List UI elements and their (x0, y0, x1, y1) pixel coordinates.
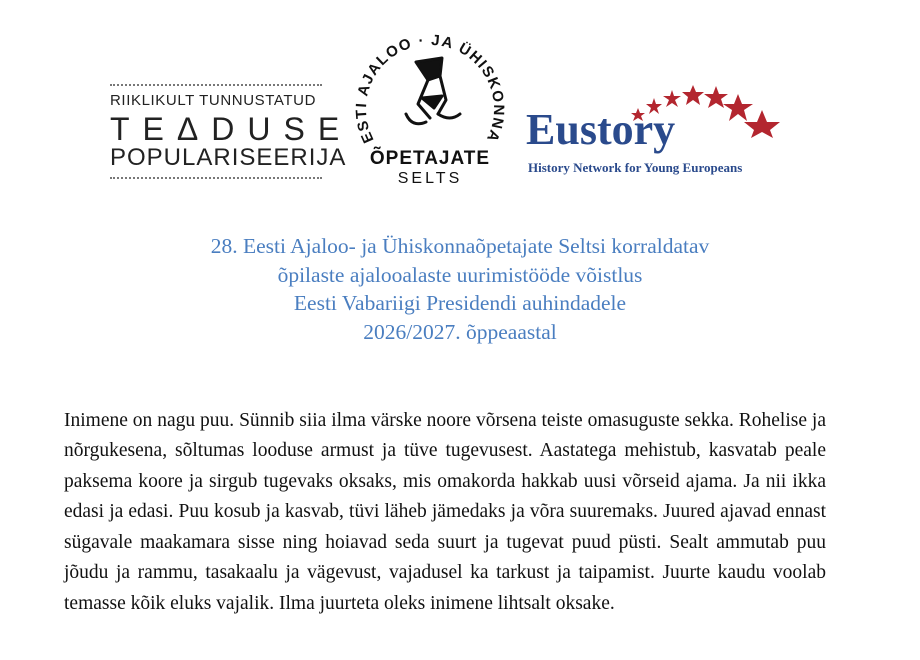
eustory-logo (526, 68, 788, 178)
document-heading (60, 232, 860, 346)
seal-ring-text: ESTI AJALOO · JA ÜHISKONNA (352, 31, 508, 146)
eustory-tagline: History Network for Young Europeans (528, 160, 743, 175)
seal-text-line2: SELTS (397, 170, 463, 187)
heading-line-1: 28. Eesti Ajaloo- ja Ühiskonnaõpetajate Seltsi korraldatav (210, 234, 710, 258)
seal-text-line1: ÕPETAJATE (369, 148, 491, 169)
logo-tp-top-text: RIIKLIKULT TUNNUSTATUD (110, 92, 317, 109)
svg-text:EESTI AJALOO · JA ÜHISKONNA · (342, 18, 507, 146)
eaus-seal-logo (342, 18, 518, 194)
logo-dotted-rule-top (110, 84, 322, 86)
heading-line-2: õpilaste ajalooalaste uurimistööde võistlus (277, 262, 643, 287)
teaduse-populariseerija-logo (108, 84, 353, 180)
seal-figure-icon (406, 58, 460, 124)
heading-line-4: 2026/2027. õppeaastal (363, 319, 557, 344)
intro-paragraph: Inimene on nagu puu. Sünnib siia ilma värske noore võrsena teiste omasuguste sekka. Rohelise ja nõrgukesena, sõltumas looduse armust ja tüve tugevusest. Aastatega mehistub, kasvatab peale paksema koore ja sirgub tugevaks oksaks, mis omakorda hakkab uusi võrseid ajama. Ja nii ikka edasi ja edasi. Puu kosub ja kasvab, tüvi läheb jämedaks ja võra suuremaks. Juured ajavad ennast sügavale maakamara sisse ning hoiavad seda suurt ja tugevat puud püsti. Sealt ammutab puu jõudu ja rammu, tasakaalu ja vägevust, vajadusel ka tarkust ja taipamist. Juurte kaudu voolab temasse kõik eluks vajalik. Ilma juurteta oleks inimene lihtsalt oksake. (64, 409, 826, 614)
logo-dotted-rule-bottom (110, 177, 322, 179)
heading-line-3: Eesti Vabariigi Presidendi auhindadele (293, 291, 627, 315)
logo-tp-bottom-text: POPULARISEERIJA (110, 144, 347, 171)
seal-graphic (342, 18, 518, 158)
eustory-wordmark: Eustory (526, 105, 676, 154)
logo-tp-middle-text: TEΔDUSE (110, 111, 353, 147)
